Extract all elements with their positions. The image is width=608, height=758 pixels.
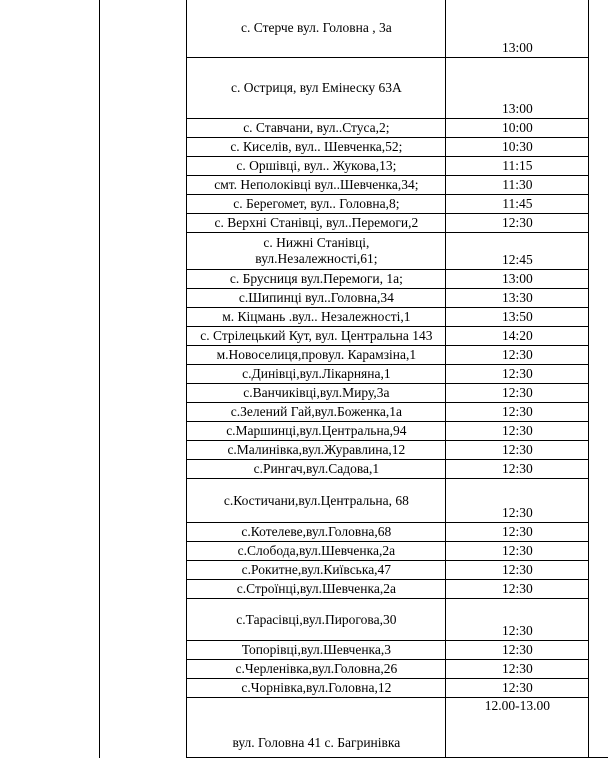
address-cell: с.Маршинці,вул.Центральна,94 — [187, 422, 446, 441]
address-cell: с. Берегомет, вул.. Головна,8; — [187, 195, 446, 214]
address-cell: с. Нижні Станівці, вул.Незалежності,61; — [187, 233, 446, 270]
time-cell: 13:00 — [446, 58, 589, 119]
address-cell: с.Тарасівці,вул.Пирогова,30 — [187, 599, 446, 641]
time-cell: 12:30 — [446, 460, 589, 479]
time-cell: 12:30 — [446, 479, 589, 523]
address-cell: с.Рингач,вул.Садова,1 — [187, 460, 446, 479]
address-cell: Топорівці,вул.Шевченка,3 — [187, 641, 446, 660]
time-cell: 12:30 — [446, 599, 589, 641]
time-cell: 12:30 — [446, 403, 589, 422]
time-cell: 12.00-13.00 — [446, 698, 589, 758]
time-cell: 12:30 — [446, 365, 589, 384]
time-cell: 13:30 — [446, 289, 589, 308]
time-cell: 12:30 — [446, 679, 589, 698]
address-cell: с.Шипинці вул..Головна,34 — [187, 289, 446, 308]
time-cell: 14:20 — [446, 327, 589, 346]
address-cell: м. Кіцмань .вул.. Незалежності,1 — [187, 308, 446, 327]
address-cell: с.Ванчиківці,вул.Миру,3а — [187, 384, 446, 403]
time-cell: 12:30 — [446, 384, 589, 403]
address-cell: с.Рокитне,вул.Київська,47 — [187, 561, 446, 580]
time-cell: 12:30 — [446, 523, 589, 542]
time-cell: 12:30 — [446, 641, 589, 660]
address-cell: с. Верхні Станівці, вул..Перемоги,2 — [187, 214, 446, 233]
time-cell: 11:30 — [446, 176, 589, 195]
time-cell: 10:00 — [446, 119, 589, 138]
address-cell: с. Остриця, вул Емінеску 63А — [187, 58, 446, 119]
address-cell: с.Чорнівка,вул.Головна,12 — [187, 679, 446, 698]
address-cell: с.Малинівка,вул.Журавлина,12 — [187, 441, 446, 460]
address-cell: с.Слобода,вул.Шевченка,2а — [187, 542, 446, 561]
address-cell: с. Киселів, вул.. Шевченка,52; — [187, 138, 446, 157]
table-row — [0, 0, 608, 58]
address-cell: с.Зелений Гай,вул.Боженка,1а — [187, 403, 446, 422]
time-cell: 12:30 — [446, 580, 589, 599]
time-cell: 13:00 — [446, 270, 589, 289]
address-cell: с. Брусниця вул.Перемоги, 1а; — [187, 270, 446, 289]
address-cell: с. Стрілецький Кут, вул. Центральна 143 — [187, 327, 446, 346]
time-cell: 12:30 — [446, 422, 589, 441]
time-cell: 13:50 — [446, 308, 589, 327]
time-cell: 13:00 — [446, 0, 589, 58]
time-cell: 12:30 — [446, 441, 589, 460]
time-cell: 11:15 — [446, 157, 589, 176]
time-cell: 12:30 — [446, 214, 589, 233]
address-cell: м.Новоселиця,провул. Карамзіна,1 — [187, 346, 446, 365]
address-cell: смт. Неполоківці вул..Шевченка,34; — [187, 176, 446, 195]
time-cell: 11:45 — [446, 195, 589, 214]
address-cell: с.Строїнці,вул.Шевченка,2а — [187, 580, 446, 599]
time-cell: 12:30 — [446, 346, 589, 365]
address-cell: с. Оршівці, вул.. Жукова,13; — [187, 157, 446, 176]
address-cell: вул. Головна 41 с. Багринівка — [187, 698, 446, 758]
address-cell: с. Ставчани, вул..Стуса,2; — [187, 119, 446, 138]
address-cell: с.Динівці,вул.Лікарняна,1 — [187, 365, 446, 384]
time-cell: 12:30 — [446, 561, 589, 580]
time-cell: 12:30 — [446, 542, 589, 561]
address-cell: с. Стерче вул. Головна , 3а — [187, 0, 446, 58]
time-cell: 12:30 — [446, 660, 589, 679]
address-cell: с.Черленівка,вул.Головна,26 — [187, 660, 446, 679]
address-cell: с.Костичани,вул.Центральна, 68 — [187, 479, 446, 523]
address-cell: с.Котелеве,вул.Головна,68 — [187, 523, 446, 542]
time-cell: 10:30 — [446, 138, 589, 157]
time-cell: 12:45 — [446, 233, 589, 270]
